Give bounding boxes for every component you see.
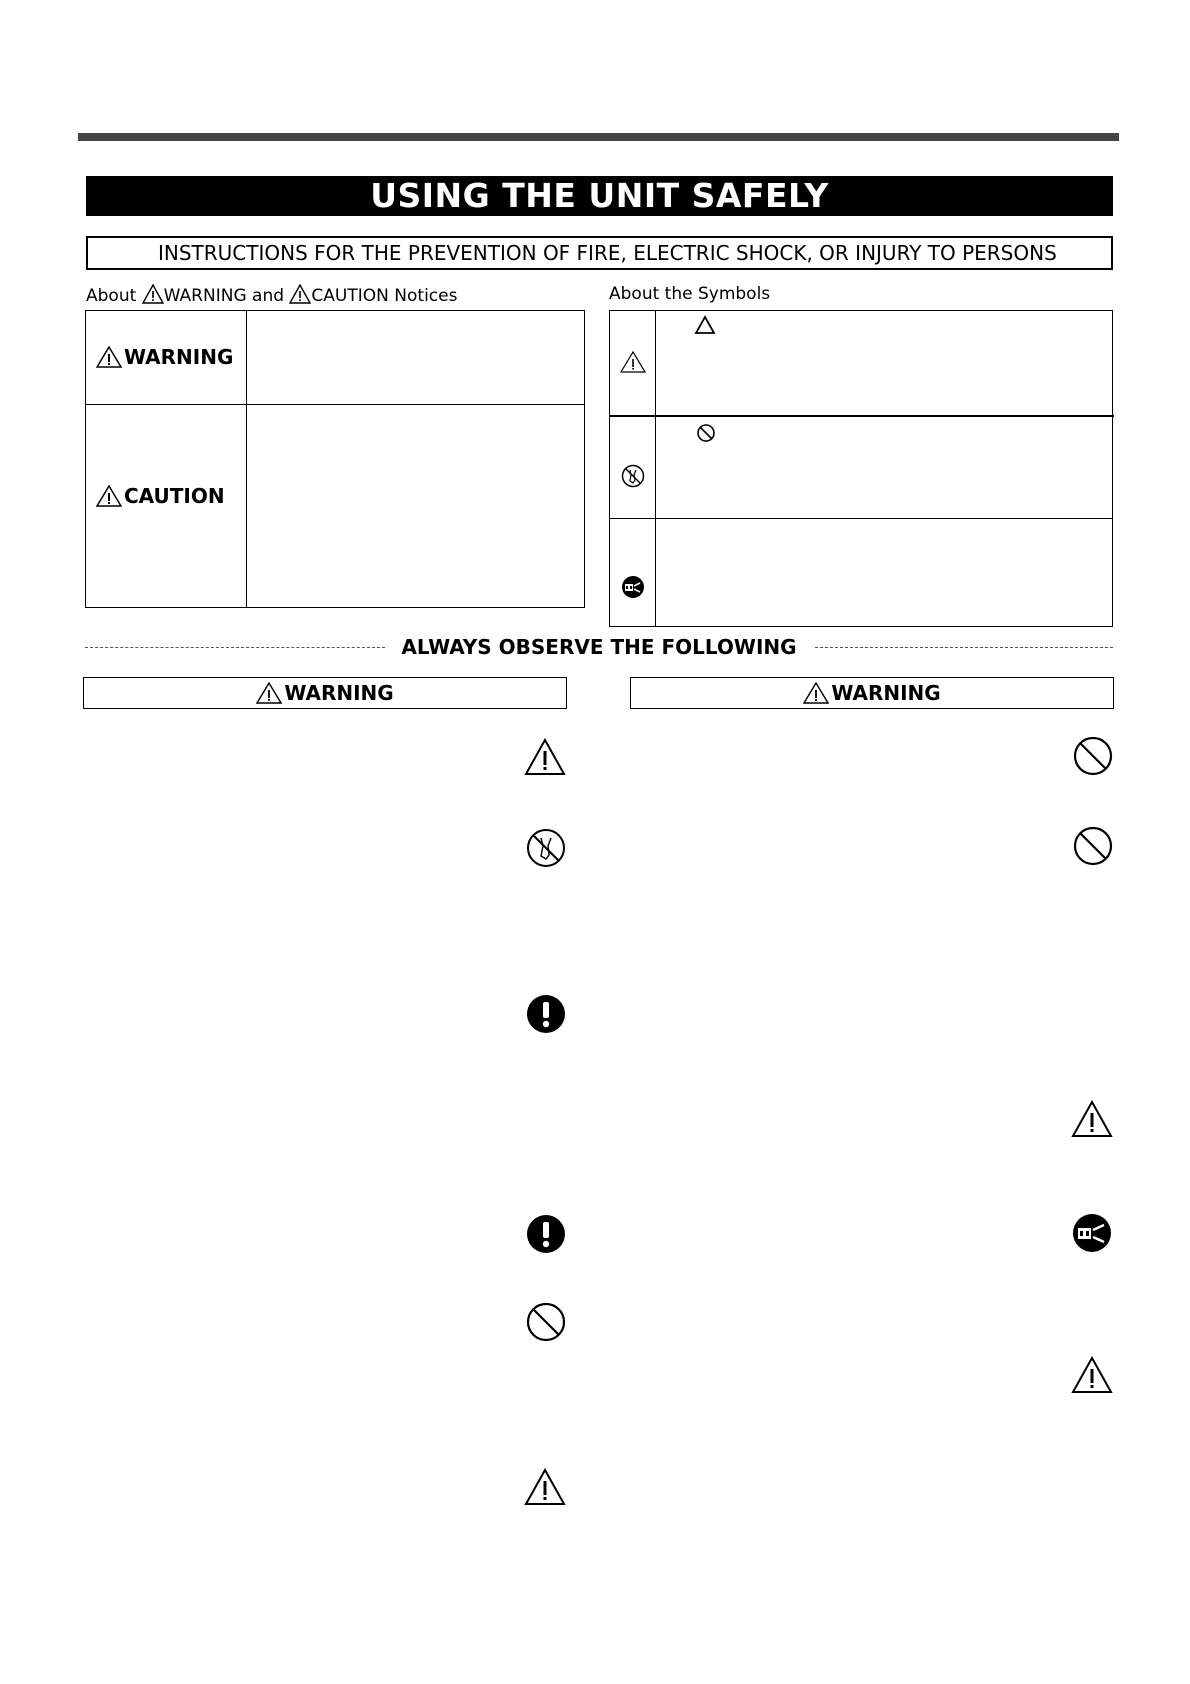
left-warning-header-label: WARNING (284, 681, 394, 705)
warning-triangle-icon (256, 682, 282, 704)
warning-triangle-icon (289, 284, 311, 309)
table-divider (655, 311, 656, 626)
notices-heading-caution: CAUTION (311, 286, 389, 306)
notices-table (85, 310, 585, 608)
right-warning-header-label: WARNING (831, 681, 941, 705)
unplug-icon (1071, 1212, 1113, 1254)
warning-notice-text: WARNING (124, 345, 234, 369)
unplug-icon (620, 574, 646, 600)
right-warning-header (630, 677, 1114, 709)
warning-triangle-icon (142, 284, 164, 309)
always-observe-heading: ALWAYS OBSERVE THE FOLLOWING (387, 635, 810, 659)
warning-triangle-icon (96, 485, 122, 507)
top-rule (78, 133, 1119, 141)
caution-notice-text: CAUTION (124, 484, 225, 508)
symbols-heading: About the Symbols (609, 284, 771, 304)
notices-heading-about: About (86, 286, 137, 306)
table-divider (86, 404, 584, 405)
page-subtitle: INSTRUCTIONS FOR THE PREVENTION OF FIRE, ELECTRIC SHOCK, OR INJURY TO PERSONS (86, 236, 1113, 270)
left-warning-header (83, 677, 567, 709)
mandatory-icon (526, 1214, 566, 1254)
notices-heading-warning: WARNING (163, 286, 247, 306)
notices-heading (86, 284, 457, 309)
symbols-table (609, 310, 1113, 627)
warning-triangle-icon (1071, 1100, 1113, 1138)
prohibited-icon (696, 423, 716, 443)
warning-triangle-icon (524, 738, 566, 776)
page-title: USING THE UNIT SAFELY (86, 176, 1113, 216)
no-disassemble-icon (526, 828, 566, 868)
prohibited-icon (1073, 736, 1113, 776)
warning-triangle-icon (803, 682, 829, 704)
table-divider (246, 311, 247, 607)
warning-triangle-icon (524, 1468, 566, 1506)
warning-triangle-icon (620, 351, 646, 373)
warning-triangle-icon (1071, 1356, 1113, 1394)
caution-notice-label (96, 484, 225, 508)
prohibited-icon (1073, 826, 1113, 866)
mandatory-icon (526, 994, 566, 1034)
notices-heading-notices: Notices (394, 286, 458, 306)
outline-triangle-icon (694, 315, 716, 335)
table-divider (610, 518, 1112, 519)
warning-triangle-icon (96, 346, 122, 368)
notices-heading-and: and (252, 286, 285, 306)
warning-notice-label (96, 345, 233, 369)
table-divider (610, 415, 1114, 417)
no-disassemble-icon (621, 464, 645, 488)
always-observe-divider (85, 636, 1113, 658)
prohibited-icon (526, 1302, 566, 1342)
